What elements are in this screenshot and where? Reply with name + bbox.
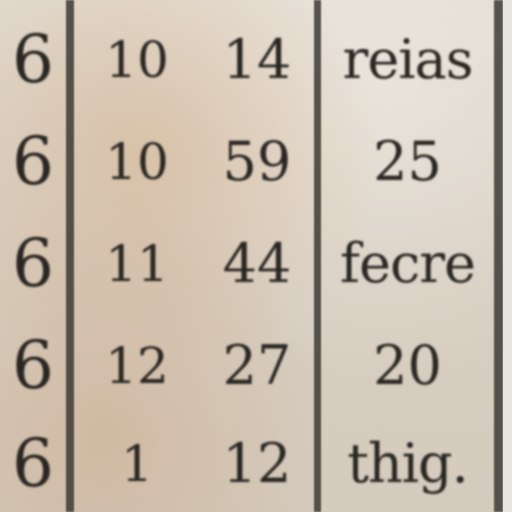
- table-row: [0, 316, 512, 416]
- minute-cell: 12: [222, 432, 292, 495]
- note-cell: 25: [373, 130, 442, 193]
- table-row: [0, 112, 512, 212]
- hour-cell: 12: [105, 337, 169, 395]
- note-cell: thig.: [347, 432, 468, 495]
- hour-cell: 11: [105, 235, 169, 293]
- hour-cell: 10: [105, 31, 169, 89]
- month-cell: 6: [12, 123, 54, 200]
- month-cell: 6: [12, 425, 54, 502]
- minute-cell: 44: [222, 232, 292, 295]
- table-row: [0, 10, 512, 110]
- hour-cell: 10: [105, 133, 169, 191]
- note-cell: reias: [342, 28, 473, 91]
- hour-cell: 1: [121, 435, 153, 493]
- minute-cell: 27: [222, 334, 292, 397]
- note-cell: 20: [373, 334, 442, 397]
- note-cell: fecre: [340, 232, 475, 295]
- minute-cell: 59: [222, 130, 292, 193]
- table-row: [0, 414, 512, 512]
- month-cell: 6: [12, 327, 54, 404]
- minute-cell: 14: [222, 28, 292, 91]
- month-cell: 6: [12, 21, 54, 98]
- table-row: [0, 214, 512, 314]
- month-cell: 6: [12, 225, 54, 302]
